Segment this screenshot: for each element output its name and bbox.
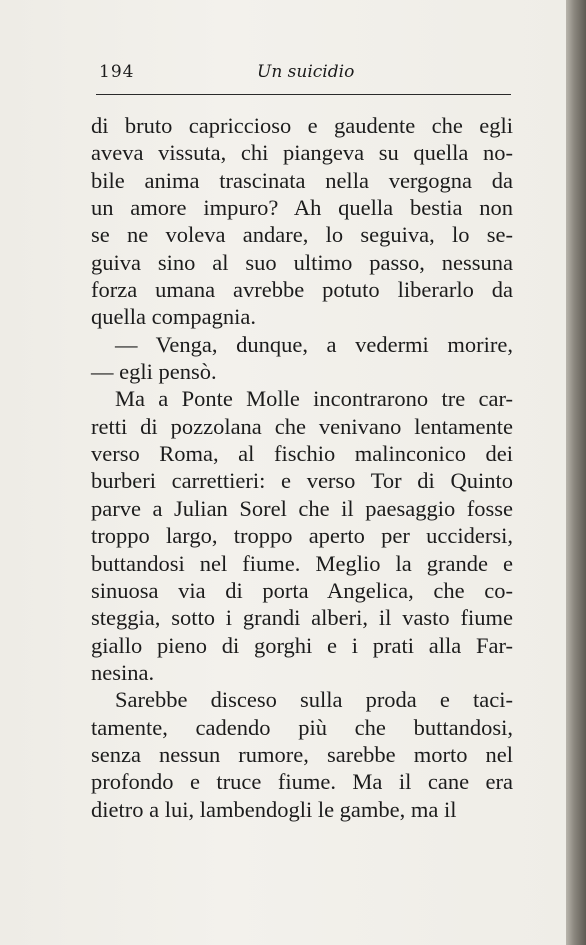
text-line: steggia, sotto i grandi alberi, il vasto fiume <box>91 605 513 631</box>
text-line: Ma a Ponte Molle incontrarono tre car- <box>115 386 513 412</box>
text-line: parve a Julian Sorel che il paesaggio fosse <box>91 495 513 521</box>
text-line: quella compagnia. <box>91 304 256 330</box>
book-spine-edge <box>566 0 586 945</box>
text-line: troppo largo, troppo aperto per uccidersi, <box>91 523 513 549</box>
text-line: forza umana avrebbe potuto liberarlo da <box>91 277 513 303</box>
text-line: verso Roma, al fischio malinconico dei <box>91 441 513 467</box>
text-line: bile anima trascinata nella vergogna da <box>91 167 513 193</box>
text-line: tamente, cadendo più che buttandosi, <box>91 714 513 740</box>
text-line: senza nessun rumore, sarebbe morto nel <box>91 741 513 767</box>
text-line: — egli pensò. <box>91 359 217 385</box>
text-line: sinuosa via di porta Angelica, che co- <box>91 577 513 603</box>
body-text <box>91 112 513 823</box>
text-line: profondo e truce fiume. Ma il cane era <box>91 769 513 795</box>
text-line: dietro a lui, lambendogli le gambe, ma il <box>91 796 457 822</box>
text-line: guiva sino al suo ultimo passo, nessuna <box>91 249 513 275</box>
text-line: burberi carrettieri: e verso Tor di Quinto <box>91 468 513 494</box>
page-number: 194 <box>99 62 135 82</box>
text-line: buttandosi nel fiume. Meglio la grande e <box>91 550 513 576</box>
text-line: Sarebbe disceso sulla proda e taci- <box>115 687 513 713</box>
text-line: un amore impuro? Ah quella bestia non <box>91 195 513 221</box>
running-title: Un suicidio <box>257 62 355 82</box>
text-line: giallo pieno di gorghi e i prati alla Far- <box>91 632 513 658</box>
text-line: retti di pozzolana che venivano lentamente <box>91 413 513 439</box>
header-rule <box>96 94 511 95</box>
text-line: — Venga, dunque, a vedermi morire, <box>115 331 513 357</box>
text-line: aveva vissuta, chi piangeva su quella no- <box>91 140 513 166</box>
running-header <box>97 62 511 86</box>
text-line: nesina. <box>91 659 155 685</box>
text-line: di bruto capriccioso e gaudente che egli <box>91 113 513 138</box>
text-line: se ne voleva andare, lo seguiva, lo se- <box>91 222 513 248</box>
